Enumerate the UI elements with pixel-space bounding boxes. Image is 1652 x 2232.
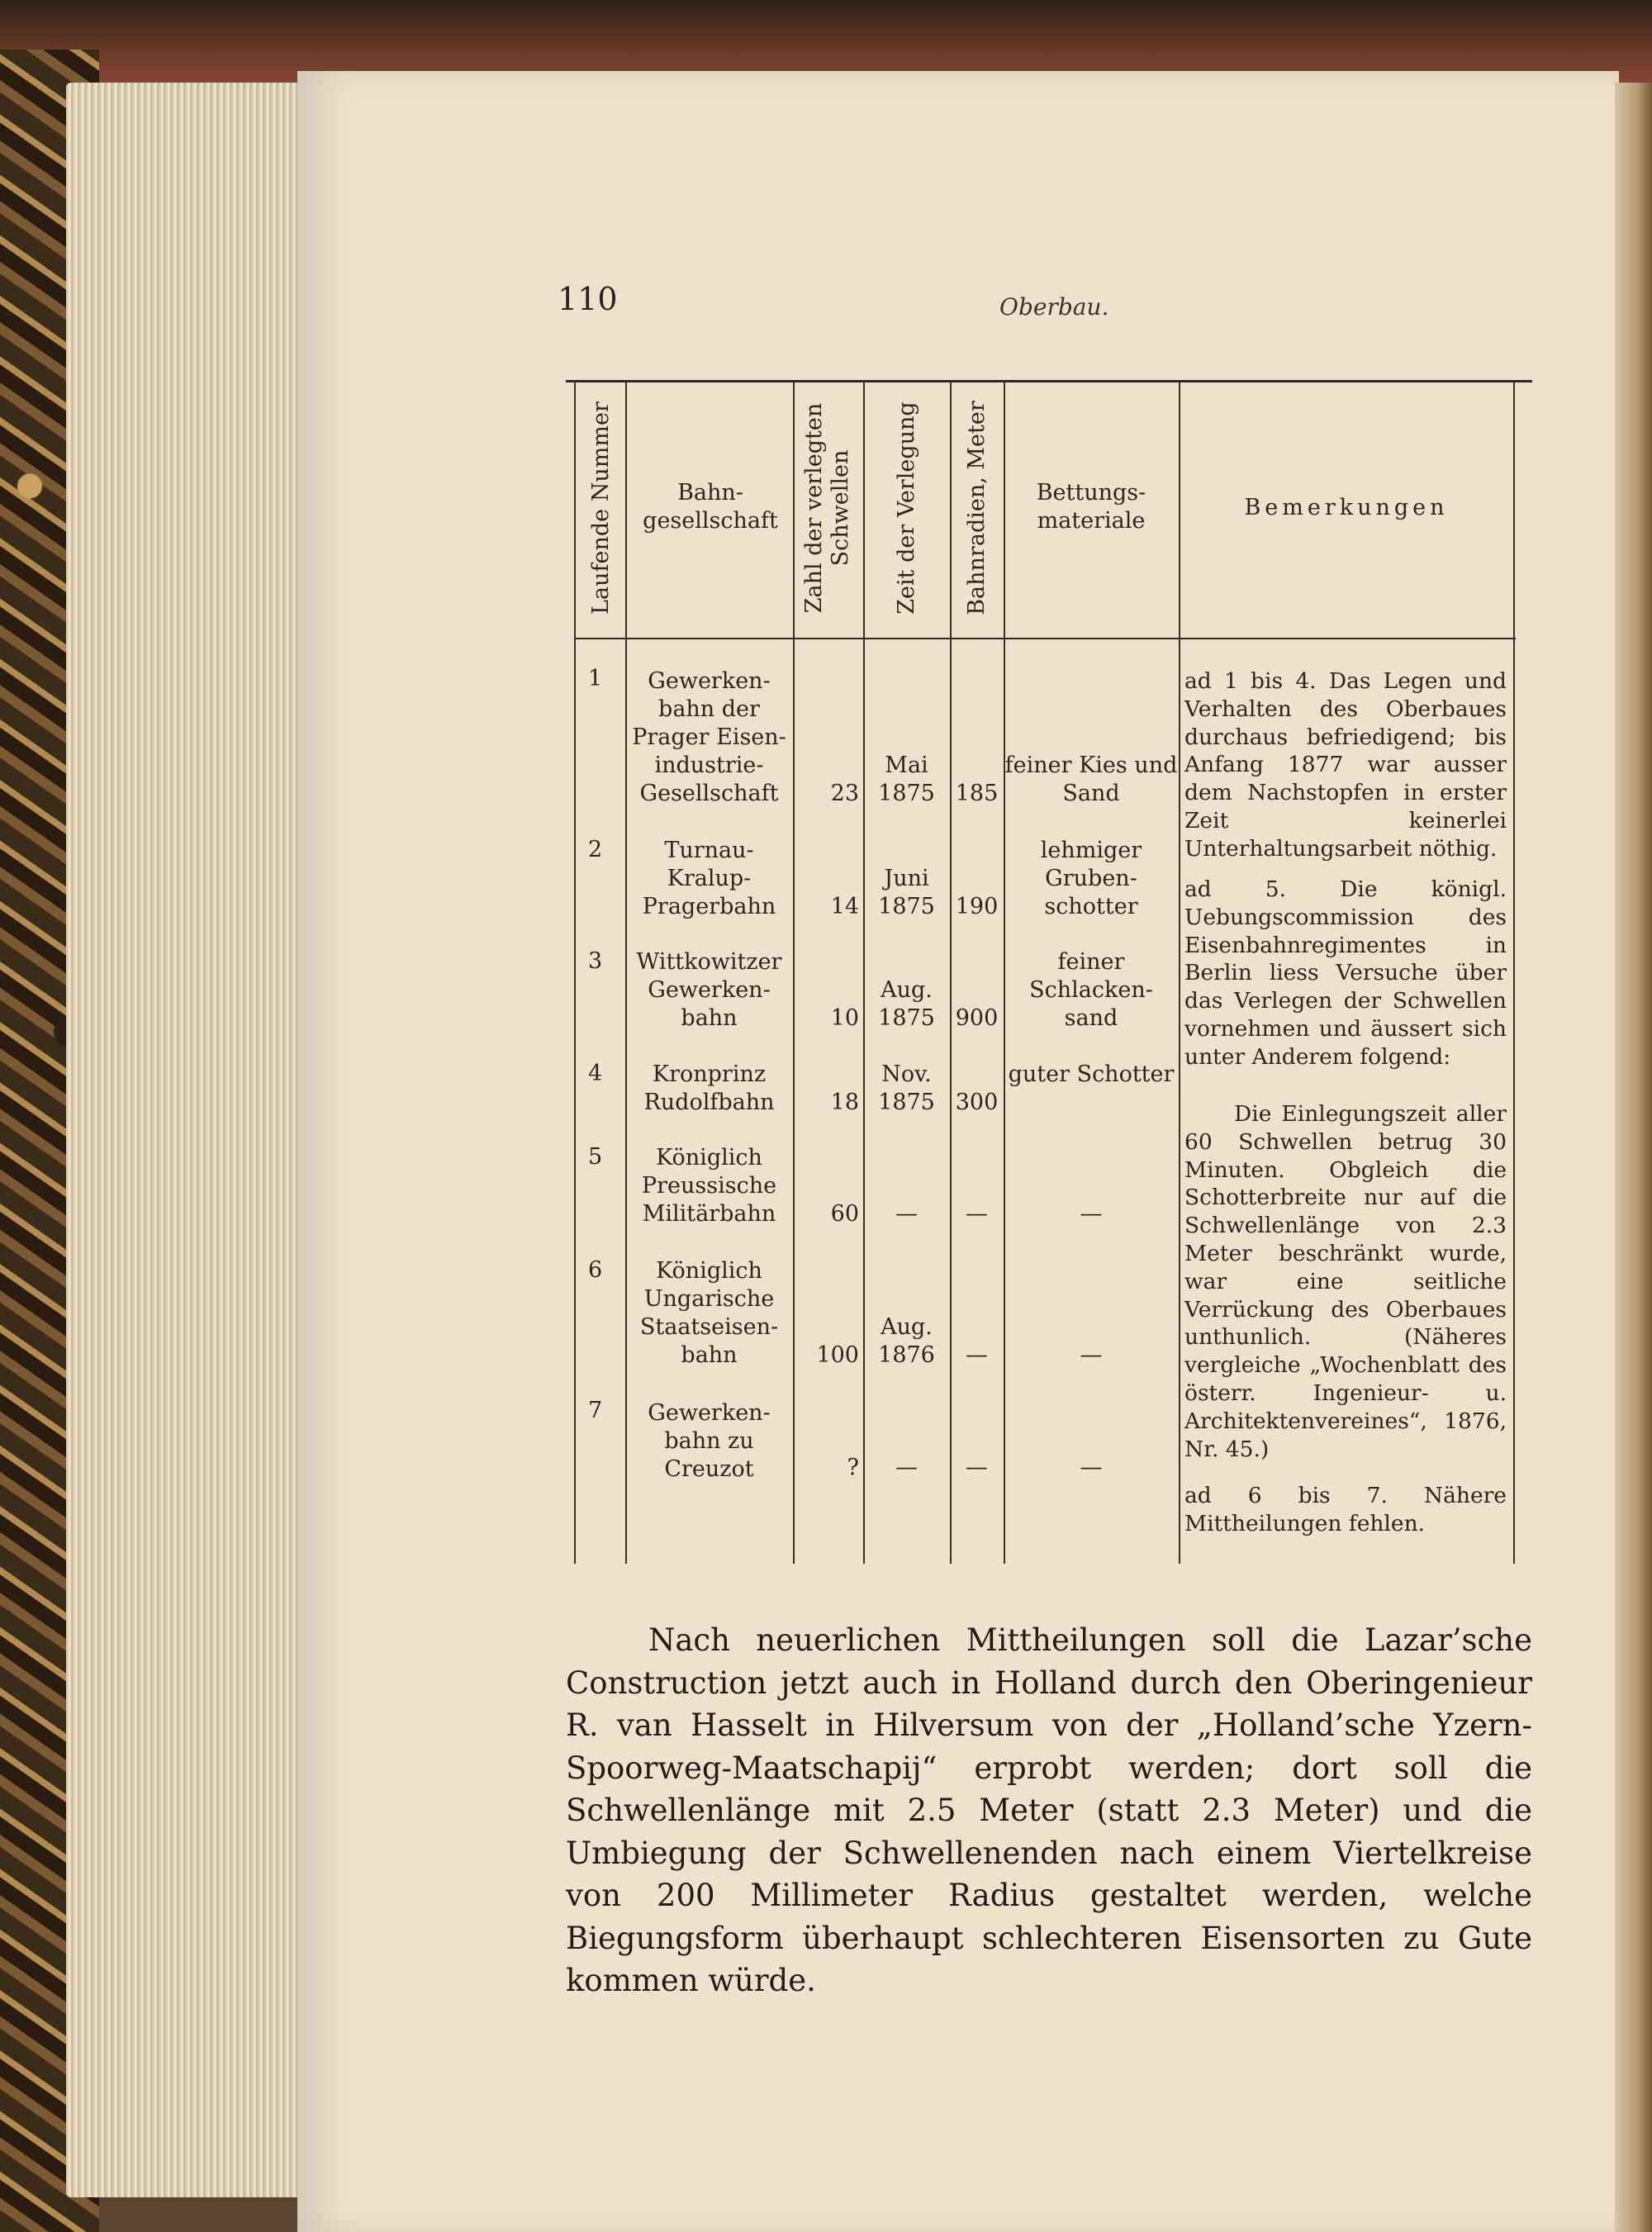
header-bettung-line2: materiale <box>1037 508 1146 534</box>
header-bahnradien: Bahnradien, Meter <box>964 401 990 615</box>
row-number: 3 <box>588 948 603 974</box>
col-divider <box>863 382 865 1564</box>
row-bahn: Königlich Preussische Militärbahn <box>641 1145 777 1227</box>
page-stack <box>66 83 314 2197</box>
remark-ad-1-4: ad 1 bis 4. Das Legen und Verhalten des Oberbaues durchaus befriedigend; bis Anfang 1877 war ausser dem Nachstopfen in erster Zeit keinerlei Unterhaltungsarbeit nöthig. <box>1184 668 1507 862</box>
table-header-rule <box>574 638 1516 639</box>
row-number: 5 <box>588 1144 603 1170</box>
remark-ad-5-quote: Die Einlegungszeit aller 60 Schwellen betrug 30 Minuten. Obgleich die Schotterbreite nur auf die Schwellenlänge von 2.3 Meter beschränkt wurde, war eine seitliche Verrückung des Oberbaues unthunlich. (Näheres vergleiche „Wochenblatt des österr. Ingenieur- u. Architektenvereines“, 1876, Nr. 45.) <box>1184 1101 1507 1462</box>
row-radius: — <box>966 1342 988 1368</box>
header-bemerkungen: Bemerkungen <box>1244 495 1449 520</box>
row-zahl: ? <box>847 1455 859 1480</box>
row-zeit-year: 1875 <box>878 1090 935 1115</box>
row-number: 2 <box>588 837 603 862</box>
row-bettung: lehmiger Gruben- schotter <box>1040 838 1142 919</box>
running-head: Oberbau. <box>999 293 1109 321</box>
row-zeit-year: 1876 <box>878 1342 935 1368</box>
header-bettung-line1: Bettungs- <box>1036 480 1146 506</box>
row-bettung: guter Schotter <box>1008 1061 1175 1087</box>
row-zahl: 100 <box>816 1342 859 1368</box>
row-bettung: feiner Schlacken- sand <box>1029 949 1153 1031</box>
header-bahngesellschaft-line1: Bahn- <box>677 480 743 506</box>
header-zeit: Zeit der Verlegung <box>894 401 919 615</box>
row-bahn: Königlich Ungarische Staatseisen- bahn <box>639 1258 779 1368</box>
col-divider <box>1179 382 1180 1564</box>
col-divider <box>793 382 795 1564</box>
header-bahngesellschaft-line2: gesellschaft <box>643 508 778 534</box>
row-bahn: Wittkowitzer Gewerken- bahn <box>636 949 782 1031</box>
row-zeit-year: — <box>895 1455 918 1480</box>
page-edge <box>1615 83 1652 2232</box>
header-laufende-nummer: Laufende Nummer <box>588 401 614 615</box>
row-bettung: — <box>1080 1342 1103 1368</box>
row-zeit-month: Aug. <box>881 977 933 1003</box>
row-zahl: 60 <box>830 1201 859 1227</box>
row-bahn: Gewerken- bahn der Prager Eisen- industrie- Gesellschaft <box>632 668 786 806</box>
body-paragraph: Nach neuerlichen Mittheilungen soll die Lazar’sche Construction jetzt auch in Holland durch den Oberingenieur R. van Hasselt in Hilversum von der „Holland’sche Yzern-Spoorweg-Maatschapij“ erprobt werden; dort soll die Schwellenlänge mit 2.5 Meter (statt 2.3 Meter) und die Umbiegung der Schwellenenden nach einem Viertelkreise von 200 Millimeter Radius gestaltet werden, welche Biegungsform überhaupt schlechteren Eisensorten zu Gute kommen würde. <box>566 1622 1532 1998</box>
row-bahn: Kronprinz Rudolfbahn <box>643 1061 775 1115</box>
remark-ad-6-7: ad 6 bis 7. Nähere Mittheilungen fehlen. <box>1184 1483 1507 1536</box>
header-bahngesellschaft <box>628 479 793 535</box>
row-bettung: feiner Kies und Sand <box>1004 753 1178 806</box>
row-zeit-month: Nov. <box>881 1061 932 1087</box>
row-bettung: — <box>1080 1455 1103 1480</box>
row-bettung: — <box>1080 1201 1103 1227</box>
row-radius: 900 <box>955 1005 999 1031</box>
row-zahl: 23 <box>830 781 859 806</box>
table-left-border <box>574 382 576 1564</box>
row-radius: — <box>966 1455 988 1480</box>
row-zeit-month: Aug. <box>881 1314 933 1340</box>
table-right-border <box>1513 382 1515 1564</box>
header-zahl-line2: Schwellen <box>828 449 853 567</box>
page-number: 110 <box>558 281 618 317</box>
row-zeit-month: Mai <box>885 753 928 778</box>
row-number: 4 <box>588 1061 603 1086</box>
row-radius: 300 <box>955 1090 999 1115</box>
header-zahl-line1: Zahl der verlegten <box>801 402 827 614</box>
row-zeit-year: 1875 <box>878 894 935 919</box>
remark-ad-5: ad 5. Die königl. Uebungscommission des Eisenbahnregimentes in Berlin liess Versuche über das Verlegen der Schwellen vornehmen und äussert sich unter Anderem folgend: <box>1184 876 1507 1070</box>
row-bahn: Turnau- Kralup- Pragerbahn <box>642 838 776 919</box>
row-zeit-month: Juni <box>884 866 929 891</box>
row-zahl: 18 <box>830 1090 859 1115</box>
row-radius: — <box>966 1201 988 1227</box>
table-top-rule <box>566 380 1532 382</box>
row-number: 1 <box>588 666 603 691</box>
row-radius: 185 <box>955 781 999 806</box>
row-zeit-year: 1875 <box>878 1005 935 1031</box>
row-number: 7 <box>588 1398 603 1423</box>
header-bettung <box>1004 479 1179 535</box>
row-zeit-year: — <box>895 1201 918 1227</box>
row-zeit-year: 1875 <box>878 781 935 806</box>
row-zahl: 14 <box>830 894 859 919</box>
row-zahl: 10 <box>830 1005 859 1031</box>
row-radius: 190 <box>955 894 999 919</box>
col-divider <box>950 382 952 1564</box>
row-number: 6 <box>588 1257 603 1283</box>
row-bahn: Gewerken- bahn zu Creuzot <box>648 1400 771 1482</box>
